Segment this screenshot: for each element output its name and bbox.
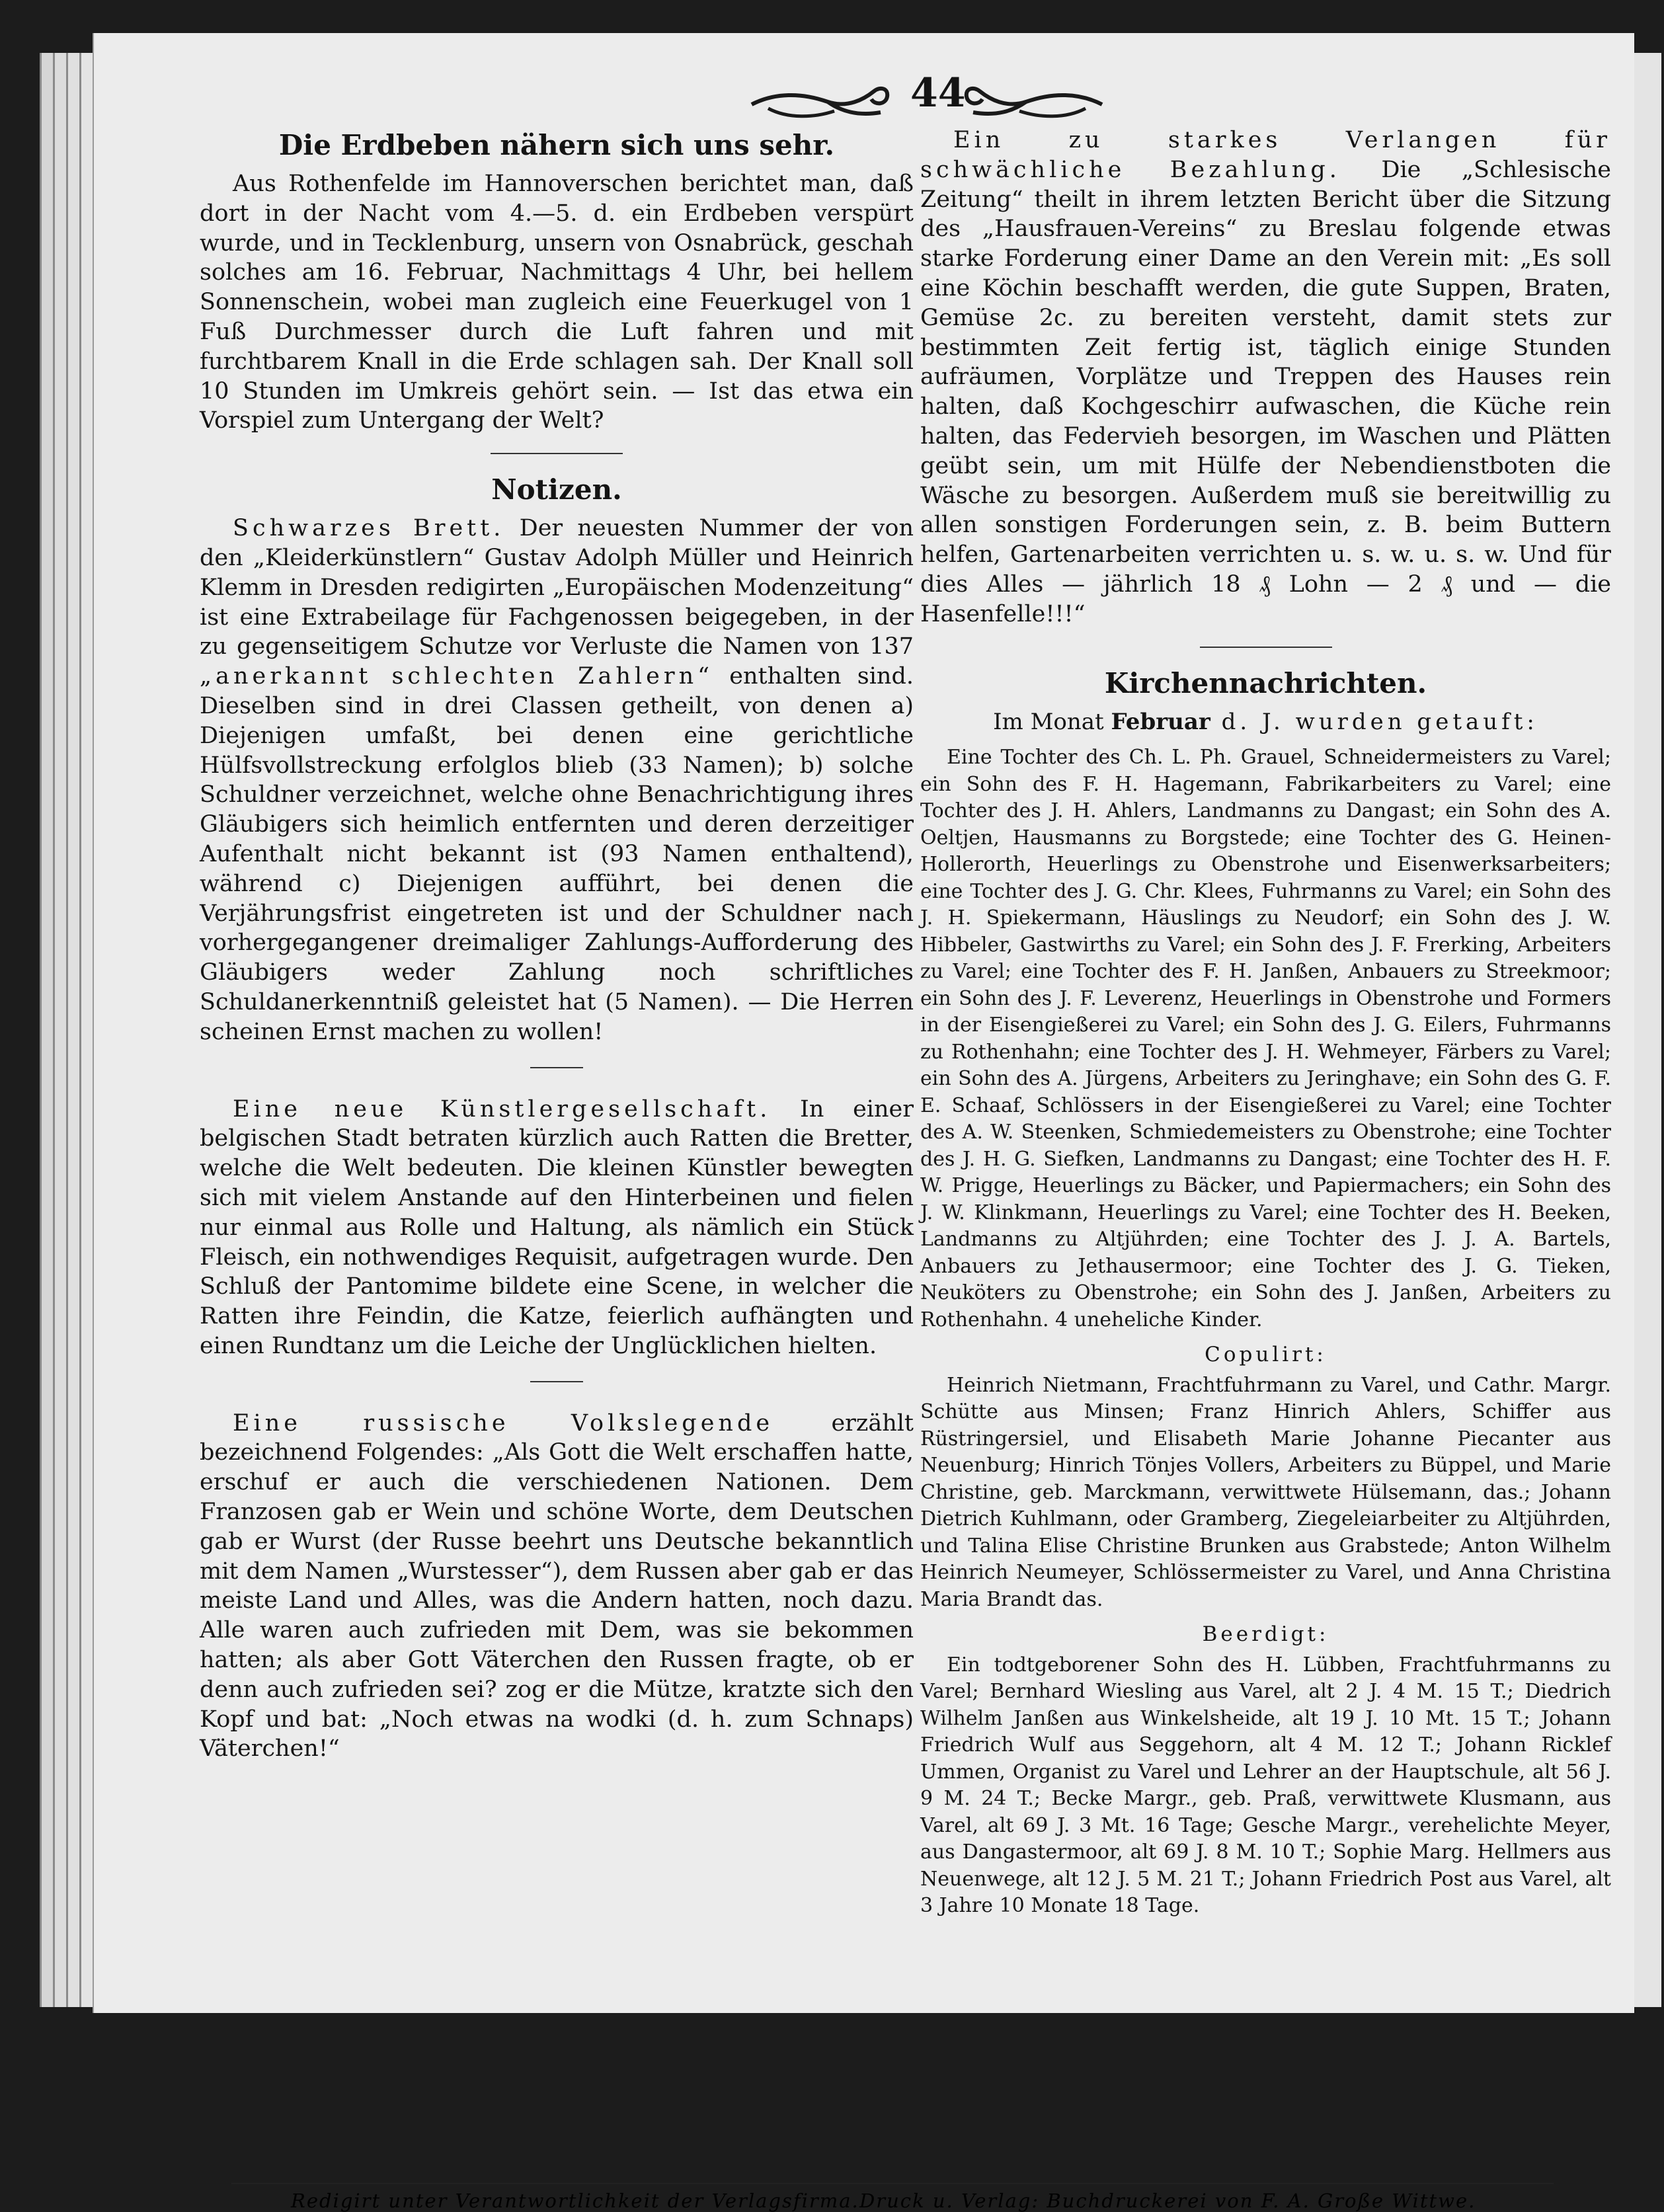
- brett-spaced: „anerkannt schlechten Zahlern“: [200, 663, 714, 690]
- page-number: 44: [910, 70, 966, 116]
- ornament-right-icon: [960, 79, 1105, 126]
- legend-article: [200, 1409, 914, 1764]
- brett-lead: Schwarzes Brett.: [233, 515, 505, 542]
- demand-text: Die „Schlesische Zeitung“ theilt in ihrem letzten Bericht über die Sitzung des „Hausfrauen-Vereins“ zu Breslau folgende etwas starke Forderung einer Dame an den Verein mit: „Es soll eine Köchin beschafft werden, die gute Suppen, Braten, Gemüse 2c. zu bereiten versteht, damit stets zur bestimmten Zeit fertig ist, täglich einige Stunden aufräumen, Vorplätze und Treppen des Hauses rein halten, daß Kochgeschirr aufwaschen, die Küche rein halten, das Federvieh besorgen, im Waschen und Plätten geübt sein, um mit Hülfe der Nebendienstboten die Wäsche zu besorgen. Außerdem muß sie bereitwillig zu allen sonstigen Forderungen sein, z. B. beim Buttern helfen, Gartenarbeiten verrichten u. s. w. u. s. w. Und für dies Alles — jährlich 18 ₰ Lohn — 2 ₰ und — die Hasenfelle!!!“: [920, 156, 1611, 627]
- artists-lead: Eine neue Künstlergesellschaft.: [233, 1095, 772, 1123]
- church-records: [920, 744, 1611, 1920]
- divider: [491, 453, 623, 454]
- legend-lead: Eine russische Volkslegende: [233, 1409, 774, 1437]
- brett-text-1: Der neuesten Nummer der von den „Kleiderkünstlern“ Gustav Adolph Müller und Heinrich Klemm in Dresden redigirten „Europäischen Modenzeitung“ ist eine Extrabeilage für Fachgenossen beigegeben, in der zu gegenseitigem Schutze vor Verluste die Namen von 137: [200, 515, 914, 660]
- church-sub-pre: Im Monat: [993, 708, 1111, 735]
- footer-rule: [231, 2183, 1554, 2184]
- divider: [1200, 647, 1332, 648]
- right-column: [920, 126, 1611, 1920]
- artists-article: [200, 1095, 914, 1361]
- left-column: [200, 126, 914, 1764]
- footer-editorial: Redigirt unter Verantwortlichkeit der Verlagsfirma.: [291, 2190, 859, 2212]
- demand-article: [920, 126, 1611, 629]
- brett-article: [200, 514, 914, 1047]
- divider: [530, 1067, 583, 1068]
- quake-text: Aus Rothenfelde im Hannoverschen berichtet man, daß dort in der Nacht vom 4.—5. d. ein Erdbeben verspürt wurde, und in Tecklenburg, unsern von Osnabrück, geschah solches am 16. Februar, Nachmittags 4 Uhr, bei hellem Sonnenschein, wobei man zugleich eine Feuerkugel von 1 Fuß Durchmesser durch die Luft fahren und mit furchtbarem Knall in die Erde schlagen sah. Der Knall soll 10 Stunden im Umkreis gehört sein. — Ist das etwa ein Vorspiel zum Untergang der Welt?: [200, 171, 914, 434]
- married-list: Heinrich Nietmann, Frachtfuhrmann zu Varel, und Cathr. Margr. Schütte aus Minsen; Franz Hinrich Ahlers, Schiffer aus Rüstringersiel, und Elisabeth Marie Johanne Piecanter aus Neuenburg; Hinrich Tönjes Vollers, Arbeiters zu Büppel, und Marie Christine, geb. Marckmann, verwittwete Hülsemann, das.; Johann Dietrich Kuhlmann, oder Gramberg, Ziegeleiarbeiter zu Altjührden, und Talina Elise Christine Brunken aus Grabstede; Anton Wilhelm Heinrich Neumeyer, Schlössermeister zu Varel, und Anna Christina Maria Brandt das.: [920, 1373, 1611, 1611]
- footer-printer: Druck u. Verlag: Buchdruckerei von F. A. Große Wittwe.: [859, 2190, 1476, 2212]
- church-sub-post: d. J. wurden getauft:: [1210, 708, 1538, 735]
- legend-text: erzählt bezeichnend Folgendes: „Als Gott die Welt erschaffen hatte, erschuf er auch die verschiedenen Nationen. Dem Franzosen gab er Wein und schöne Worte, dem Deutschen gab er Wurst (der Russe beehrt uns Deutsche bekanntlich mit dem Namen „Wurstesser“), dem Russen aber gab er das meiste Land und Alles, was die Andern hatten, noch dazu. Alle waren auch zufrieden mit Dem, was sie bekommen hatten; als aber Gott Väterchen den Russen fragte, ob er denn auch zufrieden sei? zog er die Mütze, kratzte sich den Kopf und bat: „Noch etwas na wodki (d. h. zum Schnaps) Väterchen!“: [200, 1409, 914, 1762]
- ornament-left-icon: [748, 79, 894, 126]
- church-title: Kirchennachrichten.: [1104, 666, 1427, 699]
- artists-text: In einer belgischen Stadt betraten kürzlich auch Ratten die Bretter, welche die Welt bedeuten. Die kleinen Künstler bewegten sich mit vielem Anstande auf den Hinterbeinen und fielen nur einmal aus Rolle und Haltung, als nämlich ein Stück Fleisch, ein nothwendiges Requisit, aufgetragen wurde. Den Schluß der Pantomime bildete eine Scene, in welcher die Ratten ihre Feindin, die Katze, feierlich aufhängten und einen Rundtanz um die Leiche der Unglücklichen hielten.: [200, 1095, 914, 1359]
- newspaper-page: [93, 33, 1634, 2013]
- demand-lead: Ein zu starkes Verlangen für schwächliche Bezahlung.: [920, 127, 1611, 183]
- quake-title: Die Erdbeben nähern sich uns sehr.: [278, 129, 835, 161]
- buried-list: Ein todtgeborener Sohn des H. Lübben, Frachtfuhrmanns zu Varel; Bernhard Wiesling aus Varel, alt 2 J. 4 M. 15 T.; Diedrich Wilhelm Janßen aus Winkelsheide, alt 19 J. 10 Mt. 15 T.; Johann Friedrich Wulf aus Seggehorn, alt 4 M. 12 T.; Johann Ricklef Ummen, Organist zu Varel und Lehrer an der Hauptschule, alt 56 J. 9 M. 24 T.; Becke Margr., geb. Praß, verwittwete Klusmann, aus Varel, alt 69 J. 3 Mt. 16 Tage; Gesche Margr., verehelichte Meyer, aus Dangastermoor, alt 69 J. 8 M. 10 T.; Sophie Marg. Hellmers aus Neuenwege, alt 12 J. 5 M. 21 T.; Johann Friedrich Post aus Varel, alt 3 Jahre 10 Monate 18 Tage.: [920, 1653, 1611, 1918]
- baptized-list: Eine Tochter des Ch. L. Ph. Grauel, Schneidermeisters zu Varel; ein Sohn des F. H. Hagemann, Fabrikarbeiters zu Varel; eine Tochter des J. H. Ahlers, Landmanns zu Dangast; ein Sohn des A. Oeltjen, Hausmanns zu Borgstede; eine Tochter des G. Heinen-Hollerorth, Heuerlings zu Obenstrohe und Eisenwerksarbeiters; eine Tochter des J. G. Chr. Klees, Fuhrmanns zu Varel; ein Sohn des J. H. Spiekermann, Häuslings zu Neudorf; ein Sohn des J. W. Hibbeler, Gastwirths zu Varel; ein Sohn des J. F. Frerking, Arbeiters zu Varel; eine Tochter des F. H. Janßen, Anbauers zu Streekmoor; ein Sohn des J. F. Leverenz, Heuerlings in Obenstrohe und Formers in der Eisengießerei zu Varel; ein Sohn des J. G. Eilers, Fuhrmanns zu Rothenhahn; eine Tochter des J. H. Wehmeyer, Färbers zu Varel; ein Sohn des A. Jürgens, Arbeiters zu Jeringhave; ein Sohn des G. F. E. Schaaf, Schlössers in der Eisengießerei zu Varel; eine Tochter des A. W. Steenken, Schmiedemeisters zu Obenstrohe; eine Tochter des J. H. G. Siefken, Landmanns zu Dangast; eine Tochter des H. F. W. Prigge, Heuerlings zu Bäcker, und Papiermachers; ein Sohn des J. W. Klinkmann, Heuerlings zu Varel; eine Tochter des H. Beeken, Landmanns zu Altjührden; eine Tochter des J. J. A. Bartels, Anbauers zu Jethausermoor; eine Tochter des J. G. Tieken, Neuköters zu Obenstrohe; ein Sohn des J. Janßen, Arbeiters zu Rothenhahn. 4 uneheliche Kinder.: [920, 746, 1611, 1331]
- church-subtitle: [920, 707, 1611, 737]
- married-title: Copulirt:: [1205, 1343, 1327, 1367]
- buried-title: Beerdigt:: [1202, 1622, 1329, 1647]
- church-sub-month: Februar: [1111, 708, 1210, 735]
- divider: [530, 1381, 583, 1382]
- brett-text-2: enthalten sind. Dieselben sind in drei Classen getheilt, von denen a) Diejenigen umfaßt, bei denen eine gerichtliche Hülfsvollstreckung erfolglos blieb (33 Namen); b) solche Schuldner verzeichnet, welche ohne Benachrichtigung ihres Gläubigers sich heimlich entfernten und deren derzeitiger Aufenthalt nicht bekannt ist (93 Namen enthaltend), während c) Diejenigen aufführt, bei denen die Verjährungsfrist eingetreten ist und der Schuldner nach vorhergegangener dreimaliger Zahlungs-Aufforderung des Gläubigers weder Zahlung noch schriftliches Schuldanerkenntniß geleistet hat (5 Namen). — Die Herren scheinen Ernst machen zu wollen!: [200, 663, 914, 1045]
- notes-title: Notizen.: [491, 473, 622, 506]
